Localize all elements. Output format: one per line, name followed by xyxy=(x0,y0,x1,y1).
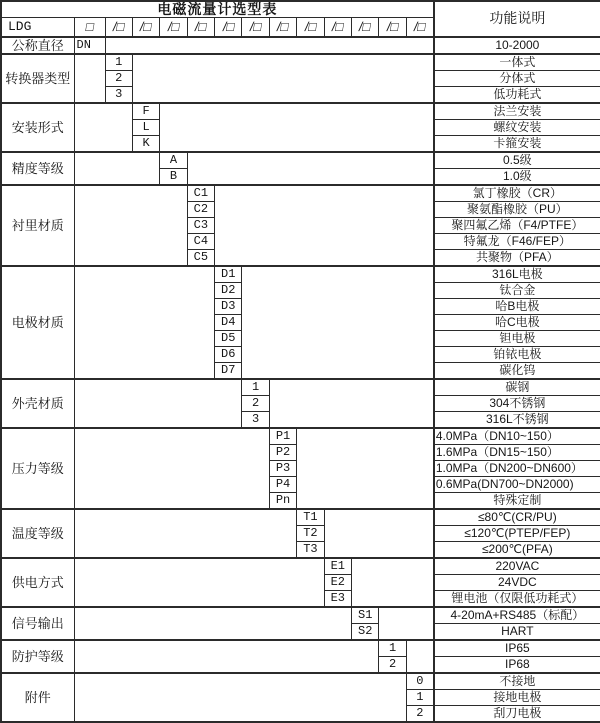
description-cell: IP65 xyxy=(434,640,600,657)
model-code-box xyxy=(324,18,351,37)
code-box-glyph: /□ xyxy=(385,18,400,34)
code-cell: D7 xyxy=(215,362,242,379)
description-cell: 铂铱电极 xyxy=(434,346,600,362)
code-box-glyph: /□ xyxy=(111,18,126,34)
category-label: 温度等级 xyxy=(1,509,74,558)
description-cell: 分体式 xyxy=(434,70,600,86)
description-cell: 220VAC xyxy=(434,558,600,575)
code-box-glyph: /□ xyxy=(221,18,236,34)
description-cell: 316L电极 xyxy=(434,266,600,283)
code-box-glyph: /□ xyxy=(330,18,345,34)
spacer-cell xyxy=(406,640,434,673)
code-cell: D1 xyxy=(215,266,242,283)
model-code-box xyxy=(187,18,214,37)
spacer-cell xyxy=(74,640,379,673)
code-cell: D3 xyxy=(215,298,242,314)
code-box-glyph: /□ xyxy=(303,18,318,34)
code-cell: 3 xyxy=(242,411,269,428)
code-cell: 1 xyxy=(242,379,269,396)
spacer-cell xyxy=(324,509,434,558)
code-cell: T1 xyxy=(297,509,324,526)
code-cell: B xyxy=(160,168,187,185)
code-cell: 2 xyxy=(105,70,132,86)
code-box-glyph: /□ xyxy=(275,18,291,34)
spacer-cell xyxy=(132,54,433,103)
spacer-cell xyxy=(74,266,215,379)
category-label: 外壳材质 xyxy=(1,379,74,428)
spacer-cell xyxy=(160,103,434,152)
model-code-box xyxy=(242,18,269,37)
description-cell: 低功耗式 xyxy=(434,86,600,103)
code-cell: C3 xyxy=(187,217,214,233)
code-cell: 0 xyxy=(406,673,434,690)
description-cell: 锂电池（仅限低功耗式） xyxy=(434,590,600,607)
code-box-glyph: /□ xyxy=(248,18,263,34)
description-cell: 哈C电极 xyxy=(434,314,600,330)
code-cell: T3 xyxy=(297,541,324,558)
description-cell: 316L不锈钢 xyxy=(434,411,600,428)
description-cell: 碳钢 xyxy=(434,379,600,396)
code-cell: E2 xyxy=(324,574,351,590)
model-code-box xyxy=(406,18,434,37)
category-label: 电极材质 xyxy=(1,266,74,379)
description-cell: 聚氨酯橡胶（PU） xyxy=(434,201,600,217)
description-cell: 4.0MPa（DN10~150） xyxy=(434,428,600,445)
spacer-cell xyxy=(74,558,324,607)
category-label: 压力等级 xyxy=(1,428,74,509)
description-cell: 聚四氟乙烯（F4/PTFE） xyxy=(434,217,600,233)
code-cell: D6 xyxy=(215,346,242,362)
spacer-cell xyxy=(297,428,434,509)
code-cell: E1 xyxy=(324,558,351,575)
category-label: 附件 xyxy=(1,673,74,722)
category-label: 衬里材质 xyxy=(1,185,74,266)
code-cell: T2 xyxy=(297,525,324,541)
description-cell: 10-2000 xyxy=(434,37,600,54)
code-cell: P3 xyxy=(269,460,296,476)
code-cell: A xyxy=(160,152,187,169)
category-label: 安装形式 xyxy=(1,103,74,152)
code-cell: K xyxy=(132,135,159,152)
code-cell: C5 xyxy=(187,249,214,266)
description-cell: 4-20mA+RS485（标配） xyxy=(434,607,600,624)
description-cell: ≤120℃(PTEP/FEP) xyxy=(434,525,600,541)
description-cell: 刮刀电极 xyxy=(434,705,600,722)
description-cell: 碳化钨 xyxy=(434,362,600,379)
code-box-glyph: /□ xyxy=(412,18,427,34)
category-label: 供电方式 xyxy=(1,558,74,607)
code-box-glyph: /□ xyxy=(193,18,208,34)
category-label: 公称直径 xyxy=(1,37,74,54)
description-cell: 特氟龙（F46/FEP） xyxy=(434,233,600,249)
description-cell: 共聚物（PFA） xyxy=(434,249,600,266)
description-cell: 特殊定制 xyxy=(434,492,600,509)
code-cell: C4 xyxy=(187,233,214,249)
code-cell: P4 xyxy=(269,476,296,492)
category-label: 转换器类型 xyxy=(1,54,74,103)
code-cell: D2 xyxy=(215,282,242,298)
code-cell: F xyxy=(132,103,159,120)
code-box-glyph: /□ xyxy=(166,18,181,34)
description-cell: HART xyxy=(434,623,600,640)
description-cell: 0.6MPa(DN700~DN2000) xyxy=(434,476,600,492)
model-code-box xyxy=(105,18,132,37)
spacer-cell xyxy=(74,185,187,266)
spacer-cell xyxy=(74,607,352,640)
code-cell: S1 xyxy=(352,607,379,624)
spacer-cell xyxy=(74,428,269,509)
code-cell: 3 xyxy=(105,86,132,103)
code-cell: 1 xyxy=(105,54,132,71)
model-prefix: LDG xyxy=(1,18,74,37)
code-cell: 1 xyxy=(406,689,434,705)
description-cell: 一体式 xyxy=(434,54,600,71)
description-cell: 螺纹安装 xyxy=(434,119,600,135)
description-cell: 1.0MPa（DN200~DN600） xyxy=(434,460,600,476)
code-cell: D4 xyxy=(215,314,242,330)
model-code-box xyxy=(269,18,296,37)
code-cell: P1 xyxy=(269,428,296,445)
description-cell: 304不锈钢 xyxy=(434,395,600,411)
code-cell: 2 xyxy=(379,656,406,673)
description-cell: 接地电极 xyxy=(434,689,600,705)
model-code-box xyxy=(160,18,187,37)
model-code-box xyxy=(297,18,324,37)
spacer-cell xyxy=(74,103,132,152)
code-cell: C1 xyxy=(187,185,214,202)
spacer-cell xyxy=(105,37,434,54)
spacer-cell xyxy=(74,379,242,428)
code-cell: 1 xyxy=(379,640,406,657)
spacer-cell xyxy=(242,266,434,379)
spacer-cell xyxy=(187,152,434,185)
description-cell: ≤80℃(CR/PU) xyxy=(434,509,600,526)
spacer-cell xyxy=(74,152,160,185)
description-cell: 哈B电极 xyxy=(434,298,600,314)
code-cell: P2 xyxy=(269,444,296,460)
spacer-cell xyxy=(215,185,434,266)
table-title: 电磁流量计选型表 xyxy=(1,1,434,18)
description-cell: 1.0级 xyxy=(434,168,600,185)
description-cell: 24VDC xyxy=(434,574,600,590)
description-cell: 不接地 xyxy=(434,673,600,690)
category-label: 防护等级 xyxy=(1,640,74,673)
model-code-box xyxy=(352,18,379,37)
description-cell: 法兰安装 xyxy=(434,103,600,120)
description-cell: 卡箍安装 xyxy=(434,135,600,152)
code-cell: DN xyxy=(74,37,105,54)
model-code-box xyxy=(74,18,105,37)
code-box-glyph: /□ xyxy=(139,18,154,34)
dn-box-glyph: □ xyxy=(84,18,95,34)
code-cell: 2 xyxy=(406,705,434,722)
description-cell: IP68 xyxy=(434,656,600,673)
category-label: 信号输出 xyxy=(1,607,74,640)
code-box-glyph: /□ xyxy=(358,18,373,34)
code-cell: L xyxy=(132,119,159,135)
description-cell: 氯丁橡胶（CR） xyxy=(434,185,600,202)
spacer-cell xyxy=(74,54,105,103)
model-code-box xyxy=(132,18,159,37)
code-cell: C2 xyxy=(187,201,214,217)
spacer-cell xyxy=(269,379,434,428)
description-cell: 钽电极 xyxy=(434,330,600,346)
description-cell: ≤200℃(PFA) xyxy=(434,541,600,558)
spacer-cell xyxy=(379,607,434,640)
code-cell: Pn xyxy=(269,492,296,509)
description-cell: 0.5级 xyxy=(434,152,600,169)
function-column-header: 功能说明 xyxy=(434,1,600,37)
code-cell: D5 xyxy=(215,330,242,346)
spacer-cell xyxy=(74,673,406,722)
code-cell: E3 xyxy=(324,590,351,607)
model-code-box xyxy=(379,18,406,37)
model-code-box xyxy=(215,18,242,37)
category-label: 精度等级 xyxy=(1,152,74,185)
code-cell: S2 xyxy=(352,623,379,640)
spacer-cell xyxy=(74,509,297,558)
description-cell: 1.6MPa（DN15~150） xyxy=(434,444,600,460)
spacer-cell xyxy=(352,558,434,607)
code-cell: 2 xyxy=(242,395,269,411)
description-cell: 钛合金 xyxy=(434,282,600,298)
